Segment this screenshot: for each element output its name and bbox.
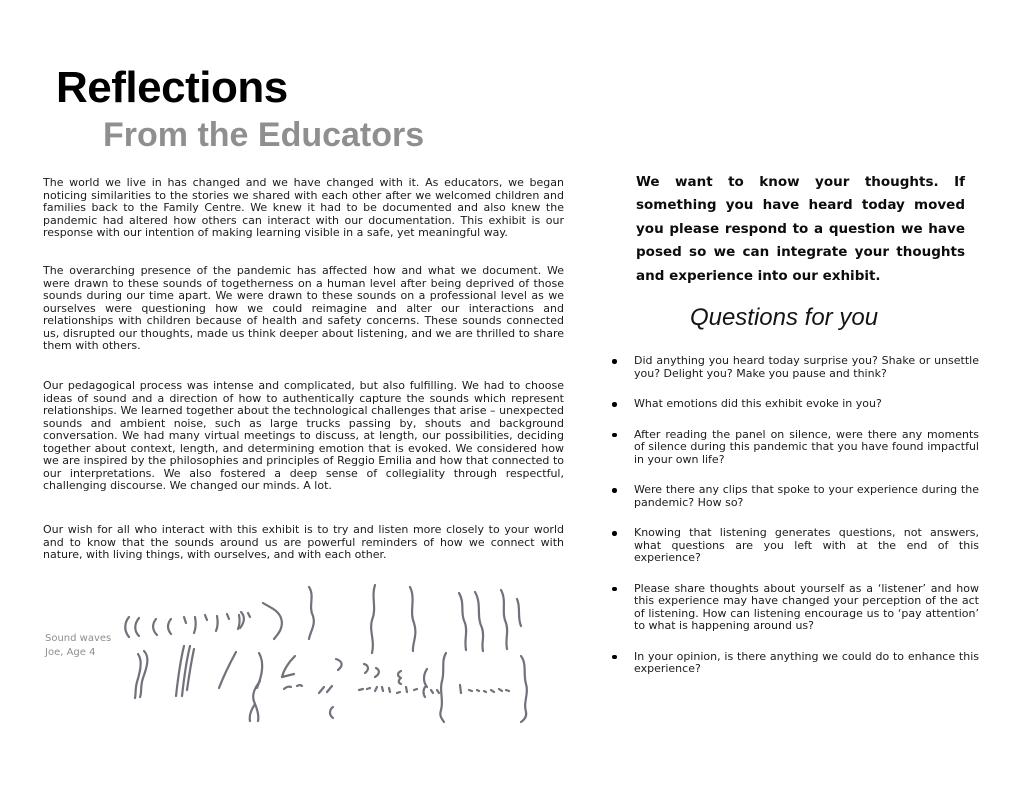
question-item (610, 651, 979, 676)
question-item (610, 527, 979, 565)
question-text: Please share thoughts about yourself as a ‘listener’ and how this experience may have changed your perception of the act of listening. How can listening encourage us to ‘pay attention’ to what is happening around us? (634, 581, 979, 632)
callout-text: We want to know your thoughts. If something you have heard today moved you please respond to a question we have posed so we can integrate your thoughts and experience into our exhibit. (636, 174, 965, 284)
page-subtitle: From the Educators (103, 116, 425, 154)
bullet-icon (612, 655, 617, 660)
question-item (610, 355, 979, 380)
question-item (610, 429, 979, 467)
drawing-caption-line2: Joe, Age 4 (45, 647, 96, 658)
question-text: Knowing that listening generates questions, not answers, what questions are you left with at the end of this experience? (634, 526, 979, 564)
question-item (610, 398, 979, 411)
question-text: What emotions did this exhibit evoke in you? (634, 397, 882, 410)
question-item (610, 583, 979, 633)
intro-paragraph: The world we live in has changed and we have changed with it. As educators, we began noticing similarities to the stories we shared with each other after we welcomed children and families back to the Family Centre. We knew it had to be documented and also knew the pandemic had altered how others can interact with our documentation. This exhibit is our response with our intention of making learning visible in a safe, yet meaningful way. (43, 176, 564, 239)
bullet-icon (612, 531, 617, 536)
bullet-icon (612, 402, 617, 407)
drawing-caption-line1: Sound waves (45, 633, 112, 644)
wish-paragraph: Our wish for all who interact with this exhibit is to try and listen more closely to your world and to know that the sounds around us are powerful reminders of how we connect with nature, with living things, with ourselves, and with each other. (43, 523, 564, 561)
question-item (610, 484, 979, 509)
question-text: Were there any clips that spoke to your experience during the pandemic? How so? (634, 483, 979, 509)
page-title: Reflections (56, 63, 288, 112)
question-text: In your opinion, is there anything we could do to enhance this experience? (634, 649, 979, 675)
pandemic-paragraph: The overarching presence of the pandemic has affected how and what we document. We were drawn to these sounds of togetherness on a human level after being deprived of those sounds during our time apart. We were drawn to these sounds on a professional level as we ourselves were questioning how we could reimagine and alter our interactions and relationships with children because of health and safety concerns. These sounds connected us, disrupted our thoughts, made us think deeper about listening, and we are thrilled to share them with others. (43, 264, 564, 352)
bullet-icon (612, 587, 617, 592)
sound-waves-drawing (113, 577, 533, 727)
questions-heading: Questions for you (689, 304, 879, 331)
bullet-icon (612, 488, 617, 493)
bullet-icon (612, 359, 617, 364)
question-text: Did anything you heard today surprise you? Shake or unsettle you? Delight you? Make you pause and think? (634, 354, 979, 380)
drawing-caption (45, 632, 111, 660)
question-text: After reading the panel on silence, were there any moments of silence during this pandemic that you have found impactful in your own life? (634, 427, 979, 466)
questions-list (610, 355, 979, 694)
bullet-icon (612, 433, 617, 438)
process-paragraph: Our pedagogical process was intense and complicated, but also fulfilling. We had to choose ideas of sound and a direction of how to authentically capture the sounds which represent relationships. We learned together about the technological challenges that arise – unexpected sounds and ambient noise, such as large trucks passing by, shouts and background conversation. We had many virtual meetings to discuss, at length, our possibilities, deciding together about context, length, and determining emotion that is evoked. We considered how we are inspired by the philosophies and principles of Reggio Emilia and how that connected to our interpretations. We also fostered a deep sense of collegiality through respectful, challenging discourse. We changed our minds. A lot. (43, 379, 564, 492)
